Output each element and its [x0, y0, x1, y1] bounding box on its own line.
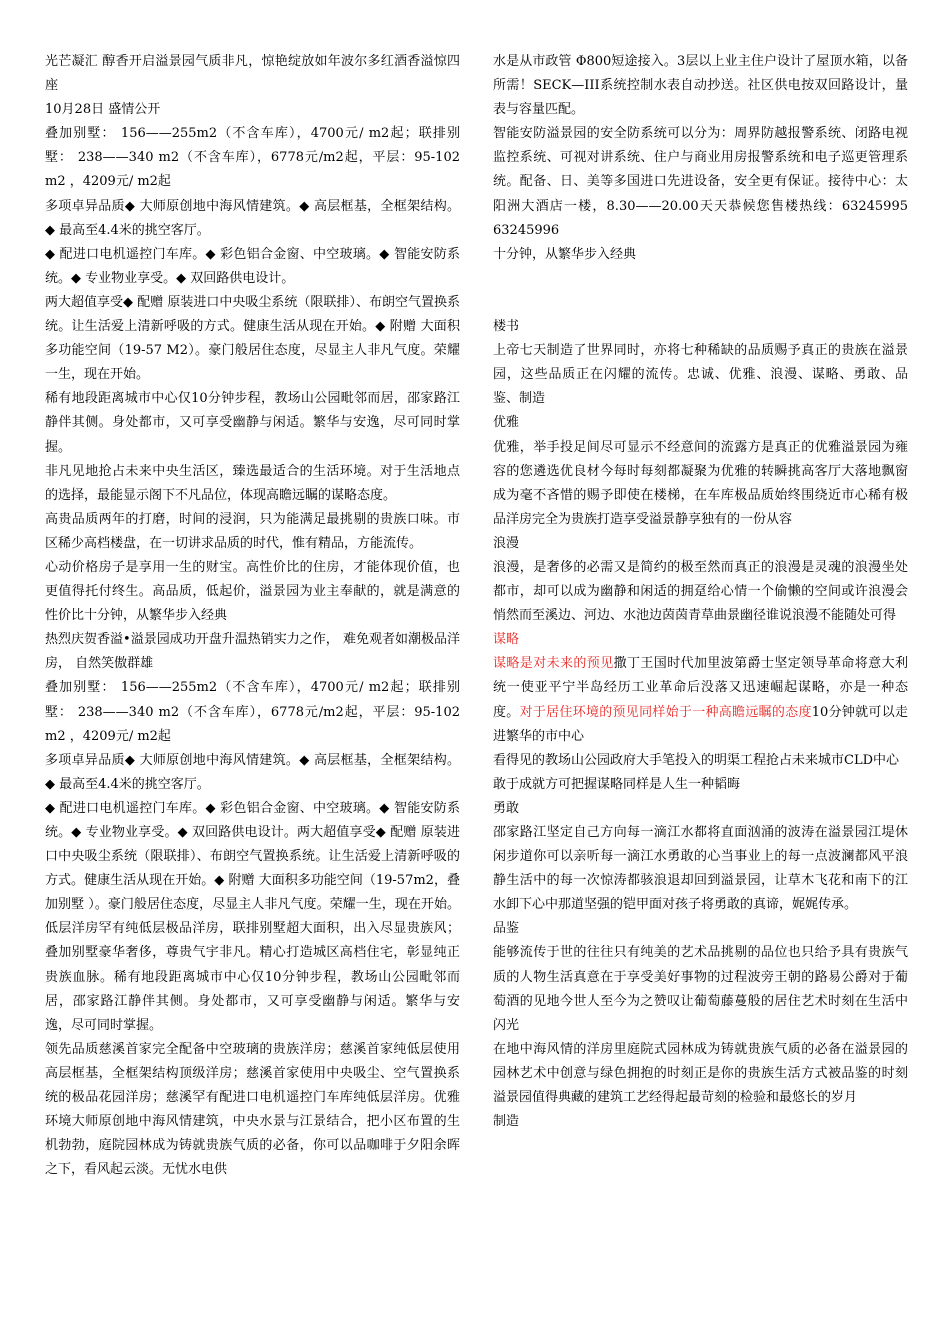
para-features: ◆ 配进口电机遥控门车库。◆ 彩色铝合金窗、中空玻璃。◆ 智能安防系统。◆ 专业物业享受。◆ 双回路供电设计。	[45, 246, 460, 286]
para-strategy-more-2: 敢于成就方可把握谋略同样是人生一种韬晦	[493, 776, 741, 792]
para-opening-date: 10月28日 盛情公开	[45, 102, 161, 118]
heading-book: 楼书	[493, 319, 520, 335]
para-strategy-more: 看得见的教场山公园政府大手笔投入的明渠工程抢占未来城市CLD中心	[493, 752, 900, 768]
right-column	[493, 50, 908, 1134]
para-slogan: 十分钟，从繁华步入经典	[493, 246, 637, 262]
heading-courage: 勇敢	[493, 800, 520, 816]
para-quality-2: 多项卓异品质◆ 大师原创地中海风情建筑。◆ 高层框基，全框架结构。◆ 最高至4.4米的挑空客厅。	[45, 752, 460, 792]
heading-make: 制造	[493, 1114, 520, 1130]
para-headline: 光芒凝汇 醇香开启溢景园气质非凡，惊艳绽放如年波尔多红酒香溢惊四座	[45, 54, 460, 94]
para-taste-2: 在地中海风情的洋房里庭院式园林成为铸就贵族气质的必备在溢景园的园林艺术中创意与绿色拥抱的时刻正是你的贵族生活方式被品鉴的时刻溢景园值得典藏的建筑工艺经得起最苛刻的检验和最悠长的岁月	[493, 1041, 908, 1106]
para-elegance: 优雅，举手投足间尽可显示不经意间的流露方是真正的优雅溢景园为雍容的您遴选优良材今每时每刻都凝聚为优雅的转瞬挑高客厅大落地飘窗成为毫不吝惜的赐予即使在楼梯，在车库极品质始终围绕近市心稀有极品洋房完全为贵族打造享受溢景静享独有的一份从容	[493, 439, 908, 527]
spacer	[493, 267, 908, 315]
left-column	[45, 50, 460, 1182]
para-quality: 多项卓异品质◆ 大师原创地中海风情建筑。◆ 高层框基，全框架结构。◆ 最高至4.4米的挑空客厅。	[45, 198, 460, 238]
para-bonus: 两大超值享受◆ 配赠 原装进口中央吸尘系统（限联排）、布朗空气置换系统。让生活爱上清新呼吸的方式。健康生活从现在开始。◆ 附赠 大面积多功能空间（19-57 M2）。豪门般居住态度，尽显主人非凡气度。荣耀一生，现在开始。	[45, 294, 460, 383]
heading-romance: 浪漫	[493, 535, 520, 551]
heading-taste: 品鉴	[493, 921, 520, 937]
para-water-supply: 水是从市政管 Φ800短途接入。3层以上业主住户设计了屋顶水箱，以备所需！SECK—III系统控制水表自动抄送。社区供电按双回路设计，量表与容量匹配。	[493, 54, 908, 118]
para-taste: 能够流传于世的往往只有纯美的艺术品挑剔的品位也只给予具有贵族气质的人物生活真意在于享受美好事物的过程波旁王朝的路易公爵对于葡萄酒的见地今世人至今为之赞叹让葡萄藤蔓般的居住艺术时刻在生活中闪光	[493, 945, 908, 1033]
strategy-red-2: 对于居住环境的预见同样始于一种高瞻远瞩的态度	[519, 704, 812, 720]
para-premium: 高贵品质两年的打磨，时间的浸润，只为能满足最挑剔的贵族口味。市区稀少高档楼盘，在一切讲求品质的时代，惟有精品，方能流传。	[45, 511, 460, 551]
heading-elegance: 优雅	[493, 415, 520, 431]
strategy-text-2: 10分钟就可以走进繁华的市中心	[493, 704, 908, 744]
para-leading-quality: 领先品质慈溪首家完全配备中空玻璃的贵族洋房；慈溪首家纯低层使用高层框基，全框架结构顶级洋房；慈溪首家使用中央吸尘、空气置换系统的极品花园洋房；慈溪罕有配进口电机遥控门车库纯低层洋房。优雅环境大师原创地中海风情建筑，中央水景与江景结合，把小区布置的生机勃勃，庭院园林成为铸就贵族气质的必备，你可以品咖啡于夕阳余晖之下，看风起云淡。无忧水电供	[45, 1041, 460, 1178]
para-features-2: ◆ 配进口电机遥控门车库。◆ 彩色铝合金窗、中空玻璃。◆ 智能安防系统。◆ 专业物业享受。◆ 双回路供电设计。两大超值享受◆ 配赠 原装进口中央吸尘系统（限联排）、布朗空气置换系统。让生活爱上清新呼吸的方式。健康生活从现在开始。◆ 附赠 大面积多功能空间（19-57m2，叠加别墅 ）。豪门般居住态度，尽显主人非凡气度。荣耀一生，现在开始。低层洋房罕有纯低层极品洋房，联排别墅超大面积，出入尽显贵族风；叠加别墅豪华奢侈，尊贵气宇非凡。精心打造城区高档住宅，彰显纯正贵族血脉。稀有地段距离城市中心仅10分钟步程，教场山公园毗邻而居，邵家路江静伴其侧。身处都市，又可享受幽静与闲适。繁华与安逸，尽可同时掌握。	[45, 800, 460, 1033]
para-price-value: 心动价格房子是享用一生的财宝。高性价比的住房，才能体现价值，也更值得托付终生。高品质，低起价，溢景园为业主奉献的，就是满意的性价比十分钟，从繁华步入经典	[45, 559, 460, 624]
para-prices-2: 叠加别墅： 156——255m2（不含车库），4700元/ m2起；联排别墅： 238——340 m2（不含车库），6778元/m2起，平层：95-102 m2 ，4209元/ m2起	[45, 680, 460, 744]
para-celebration: 热烈庆贺香溢•溢景园成功开盘升温热销实力之作， 难免观者如潮极品洋房， 自然笑傲群雄	[45, 632, 460, 672]
para-strategy	[493, 652, 908, 748]
para-insight: 非凡见地抢占未来中央生活区，臻选最适合的生活环境。对于生活地点的选择，最能显示阁下不凡品位，体现高瞻远瞩的谋略态度。	[45, 463, 460, 503]
para-security: 智能安防溢景园的安全防系统可以分为：周界防越报警系统、闭路电视监控系统、可视对讲系统、住户与商业用房报警系统和电子巡更管理系统。配备、日、美等多国进口先进设备，安全更有保证。接待中心：太阳洲大酒店一楼，8.30——20.00天天恭候您售楼热线：63245995 63245996	[493, 126, 908, 238]
strategy-red-1: 谋略是对未来的预见	[493, 656, 614, 672]
para-romance: 浪漫，是奢侈的必需又是简约的极至然而真正的浪漫是灵魂的浪漫坐处都市，却可以成为幽静和闲适的拥趸给心情一个偷懒的空间或许浪漫会悄然而至溪边、河边、水池边茵茵青草曲景幽径谁说浪漫不能随处可得	[493, 559, 908, 624]
strategy-text-1: 撒丁王国时代加里波第爵士坚定领导革命将意大利统一使亚平宁半岛经历工业革命后没落又迅速崛起谋略，亦是一种态度。	[493, 656, 908, 720]
para-location: 稀有地段距离城市中心仅10分钟步程，教场山公园毗邻而居，邵家路江静伴其侧。身处都市，又可享受幽静与闲适。繁华与安逸，尽可同时掌握。	[45, 391, 460, 455]
para-intro: 上帝七天制造了世界同时，亦将七种稀缺的品质赐予真正的贵族在溢景园，这些品质正在闪耀的流传。忠诚、优雅、浪漫、谋略、勇敢、品鉴、制造	[493, 343, 908, 407]
para-courage: 邵家路江坚定自己方向每一滴江水都将直面汹涌的波涛在溢景园江堤休闲步道你可以亲听每一滴江水勇敢的心当事业上的每一点波澜都风平浪静生活中的每一次惊涛都骇浪退却回到溢景园，让草木飞花和南下的江水卸下心中那道坚强的铠甲面对孩子将勇敢的真谛，娓娓传承。	[493, 825, 908, 913]
heading-strategy: 谋略	[493, 632, 520, 648]
para-prices: 叠加别墅： 156——255m2（不含车库），4700元/ m2起；联排别墅： 238——340 m2（不含车库），6778元/m2起，平层：95-102 m2 ，4209元/ m2起	[45, 126, 460, 190]
